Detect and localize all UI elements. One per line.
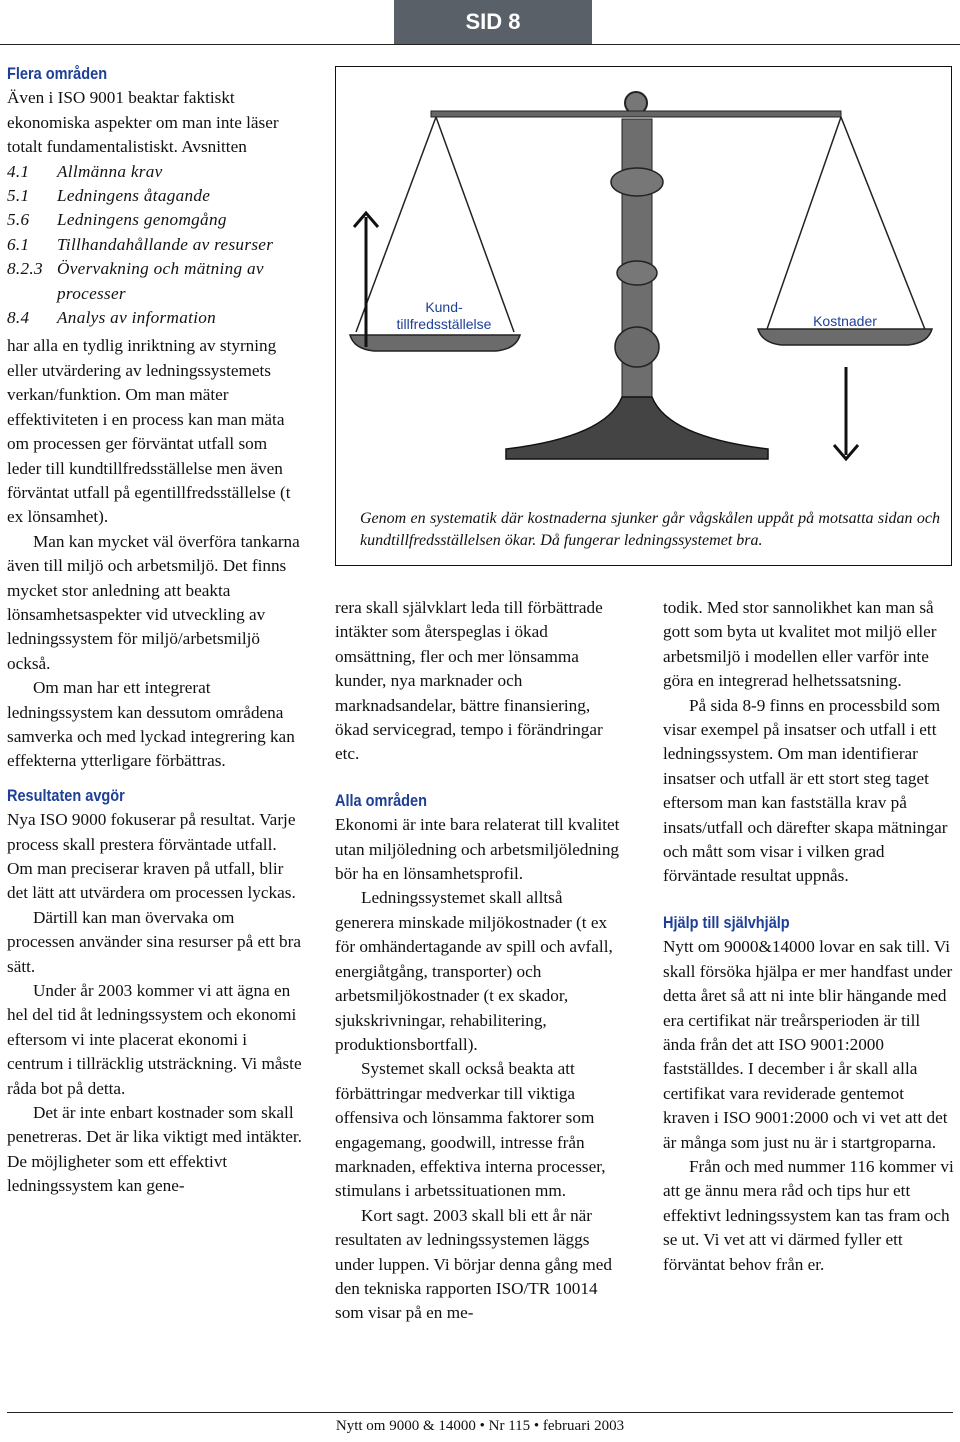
column-2 <box>335 596 625 1326</box>
col2-paragraph: rera skall självklart leda till förbättrade intäkter som återspeglas i ökad omsättning, fler och mer lönsamma kunder, nya marknader och marknadsandelar, bättre finansiering, ökad servicegrad, tempo i förändringar etc. <box>335 598 603 764</box>
page-number-badge: SID 8 <box>394 0 592 44</box>
heading-alla-omraden: Alla områden <box>335 791 427 810</box>
figure-caption: Genom en systematik där kostnaderna sjunker går vågskålen uppåt på motsatta sidan och kundtillfredsställelsen ökar. Då fungerar ledningssystemet bra. <box>360 510 940 549</box>
col3-paragraph: På sida 8-9 finns en processbild som visar exempel på insatser och utfall i ett ledningssystem. Om man identifierar insatser och utfall är ett stort steg taget eftersom man kan fastställa krav på insats/utfall och därefter skapa mätningar och mått som visar i vilken grad förväntade resultat uppnås. <box>663 695 948 886</box>
list-item: 5.1 Ledningens åtagande <box>7 186 211 206</box>
col3-paragraph: Nytt om 9000&14000 lovar en sak till. Vi skall försöka hjälpa er mer handfast under detta året så att ni inte blir hängande med era certifikat när treårsperioden är till ända från det att ISO 9001:2000 fastställdes. I december i år skall alla certifikat vara reviderade gentemot kraven i ISO 9001:2000 och vi vet att det är många som just nu är i startgroparna. <box>663 937 953 1152</box>
column-3 <box>663 596 955 1277</box>
list-item: 8.4 Analys av information <box>7 308 217 328</box>
col1-paragraph: Man kan mycket väl överföra tankarna även till miljö och arbetsmiljö. Det finns mycket stor anledning att beakta lönsamhetsaspekter vid utveckling av ledningssystem för miljö/arbetsmiljö också. <box>7 531 300 673</box>
col2-paragraph: Ekonomi är inte bara relaterat till kvalitet utan miljöledning och arbetsmiljöledning bör ha en lönsamhetsprofil. <box>335 815 620 884</box>
col1-paragraph: Därtill kan man övervaka om processen använder sina resurser på ett bra sätt. <box>7 907 301 976</box>
bottom-rule <box>7 1412 953 1413</box>
col1-paragraph: Under år 2003 kommer vi att ägna en hel del tid åt ledningssystem och ekonomi eftersom vi inte placerat ekonomi i centrum i tillräcklig utsträckning. Vi måste råda bot på detta. <box>7 981 302 1098</box>
col1-paragraph: har alla en tydlig inriktning av styrning eller utvärdering av ledningssystemets verkan/funktion. Om man mäter effektiviteten i en process kan man mäta om processen ger förväntat utfall som leder till kundtillfredsställelse men även förväntat utfall på egentillfredsställelse (t ex lönsamhet). <box>7 336 291 527</box>
balance-scale-illustration <box>336 67 951 507</box>
heading-resultaten-avgor: Resultaten avgör <box>7 786 125 805</box>
heading-flera-omraden: Flera områden <box>7 65 108 83</box>
col2-paragraph: Systemet skall också beakta att förbättringar medverkar till viktiga offensiva och lönsamma faktorer som engagemang, goodwill, intresse från marknaden, effektiva interna processer, stimulans i arbetssituationen mm. <box>335 1059 606 1201</box>
section-list <box>7 160 303 331</box>
list-item: 6.1 Tillhandahållande av resurser <box>7 234 274 254</box>
heading-hjalp-till-sjalvhjalp: Hjälp till självhjälp <box>663 913 790 932</box>
scale-label-customer-satisfaction: Kund- tillfredsställelse <box>396 299 492 332</box>
column-1 <box>7 62 303 1199</box>
col1-paragraph: Om man har ett integrerat ledningssystem kan dessutom områdena samverka och med lyckad integrering kan effekterna ytterligare förbättras. <box>7 678 295 771</box>
list-item: 8.2.3 Övervakning och mätning av processer <box>7 259 264 303</box>
col1-paragraph: Nya ISO 9000 fokuserar på resultat. Varje process skall prestera förväntade utfall. Om man preciserar kraven på utfall, blir det lätt att utvärdera om processen lyckas. <box>7 810 296 903</box>
top-rule <box>0 44 960 45</box>
scale-label-costs: Kostnader <box>813 313 877 329</box>
list-item: 4.1 Allmänna krav <box>7 161 163 181</box>
col2-paragraph: Kort sagt. 2003 skall bli ett år när resultaten av ledningssystemen läggs under luppen. Vi börjar denna gång med den tekniska rapporten ISO/TR 10014 som visar på en me- <box>335 1205 612 1323</box>
col1-paragraph: Det är inte enbart kostnader som skall penetreras. Det är lika viktigt med intäkter. De möjligheter som ett effektivt ledningssystem kan gene- <box>7 1103 302 1196</box>
col2-paragraph: Ledningssystemet skall alltså generera minskade miljökostnader (t ex för omhändertagande av spill och avfall, energiåtgång, transporter) och arbetsmiljökostnader (t ex skador, sjukskrivningar, rehabilitering, produktionsbortfall). <box>335 888 613 1054</box>
footer: Nytt om 9000 & 14000 • Nr 115 • februari 2003 <box>335 1418 625 1434</box>
col3-paragraph: Från och med nummer 116 kommer vi att ge ännu mera råd och tips hur ett effektivt ledningssystem kan tas fram och se ut. Vi vet att vi därmed fyller ett förväntat behov från er. <box>663 1156 954 1274</box>
list-item: 5.6 Ledningens genomgång <box>7 210 227 230</box>
col1-intro: Även i ISO 9001 beaktar faktiskt ekonomiska aspekter om man inte läser totalt fundamentalistiskt. Avsnitten <box>7 88 279 157</box>
col3-paragraph: todik. Med stor sannolikhet kan man så gott som byta ut kvalitet mot miljö eller arbetsmiljö i modellen eller varför inte göra en integrerad helhetssatsning. <box>663 598 937 691</box>
